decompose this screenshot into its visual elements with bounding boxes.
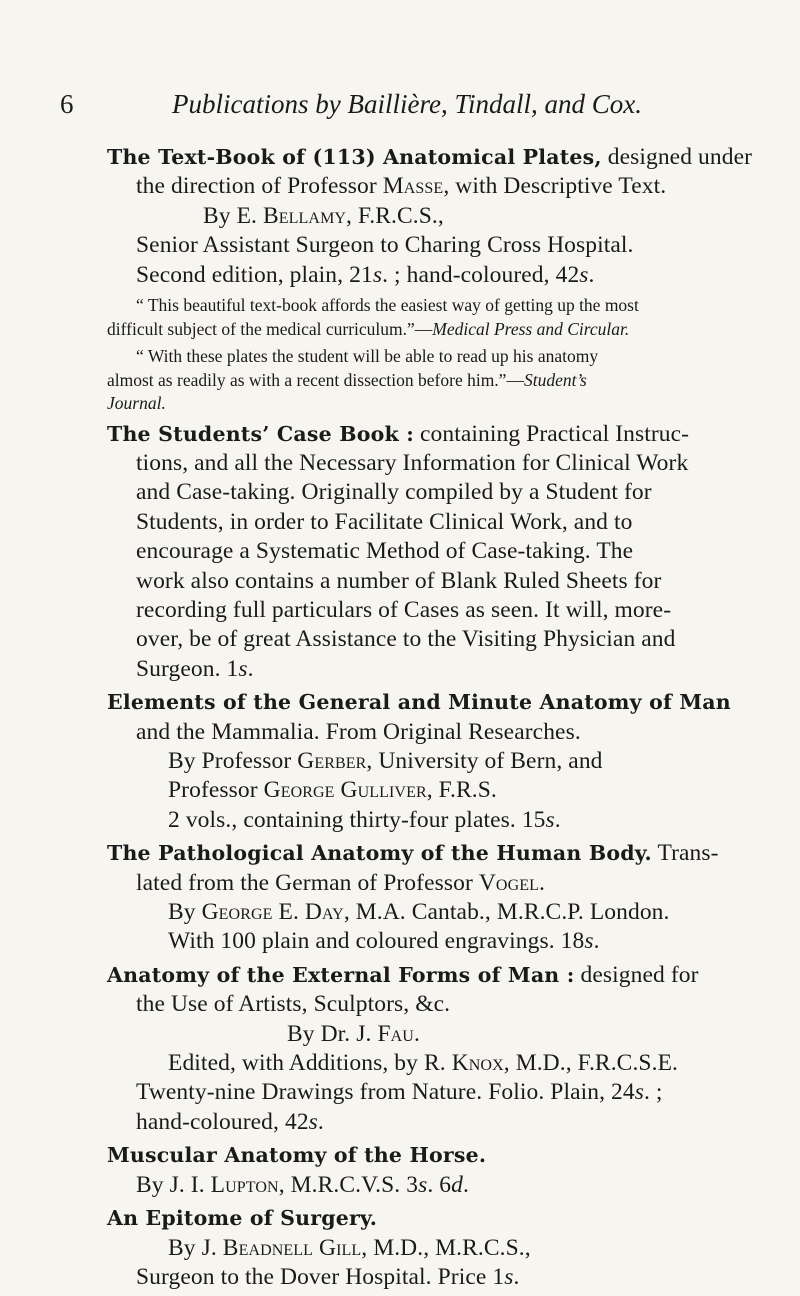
running-title: Publications by Baillière, Tindall, and Cox. <box>172 89 642 119</box>
entry-title: An Epitome of Surgery. <box>107 1206 378 1231</box>
running-head <box>60 86 740 122</box>
entry-title: Muscular Anatomy of the Horse. <box>107 1143 487 1168</box>
entry-title: The Text-Book of (113) Anatomical Plates, <box>107 145 602 169</box>
entry-title: The Students’ Case Book : <box>107 421 414 446</box>
catalogue-entry: Anatomy of the External Forms of Man : designed for the Use of Artists, Sculptors, &c. By Dr. J. Fau. Edited, with Additions, by R. Knox, M.D., F.R.C.S.E. Twenty-nine Drawings from Nature. Folio. Plain, 24s. ; hand-coloured, 42s. <box>107 961 699 1135</box>
catalogue-entry: Elements of the General and Minute Anatomy of Man and the Mammalia. From Original Researches. By Professor Gerber, University of Bern, and Professor George Gulliver, F.R.S. 2 vols., containing thirty-four plates. 15s. <box>107 688 747 835</box>
catalogue-entry: The Text-Book of (113) Anatomical Plates, designed under the direction of Professor Masse, with Descriptive Text. By E. Bellamy, F.R.C.S., Senior Assistant Surgeon to Charing Cross Hospital. Second edition, plain, 21s. ; hand-coloured, 42s. <box>107 144 753 288</box>
catalogue-entry: The Students’ Case Book : containing Practical Instruc- tions, and all the Necessary Information for Clinical Work and Case-taking. Originally compiled by a Student for Students, in order to Facilitate Clinical Work, and to encourage a Systematic Method of Case-taking. The work also contains a number of Blank Ruled Sheets for recording full particulars of Cases as seen. It will, more- over, be of great Assistance to the Visiting Physician and Surgeon. 1s. <box>107 420 690 682</box>
catalogue-entry: Muscular Anatomy of the Horse. By J. I. Lupton, M.R.C.V.S. 3s. 6d. <box>107 1141 747 1200</box>
quote-source: Student’s <box>523 369 587 390</box>
entry-title: Elements of the General and Minute Anatomy of Man <box>107 690 731 715</box>
entry-title: Anatomy of the External Forms of Man : <box>107 962 575 987</box>
review-quote: “ This beautiful text-book affords the easiest way of getting up the most difficult subject of the medical curriculum.”—Medical Press and Circular. <box>107 295 639 339</box>
page-number: 6 <box>60 89 74 119</box>
catalogue-entry: The Pathological Anatomy of the Human Body. Trans- lated from the German of Professor Vogel. By George E. Day, M.A. Cantab., M.R.C.P. London. With 100 plain and coloured engravings. 18s. <box>107 840 719 955</box>
quote-source: Medical Press and Circular. <box>432 318 630 339</box>
catalogue-entry: An Epitome of Surgery. By J. Beadnell Gill, M.D., M.R.C.S., Surgeon to the Dover Hospital. Price 1s. <box>107 1204 747 1292</box>
review-quote: “ With these plates the student will be able to read up his anatomy almost as readily as with a recent dissection before him.”—Student’s Journal. <box>107 345 747 416</box>
entry-title: The Pathological Anatomy of the Human Body. <box>107 841 652 866</box>
quote-source: Journal. <box>107 393 166 414</box>
catalogue-entries <box>107 143 753 1296</box>
